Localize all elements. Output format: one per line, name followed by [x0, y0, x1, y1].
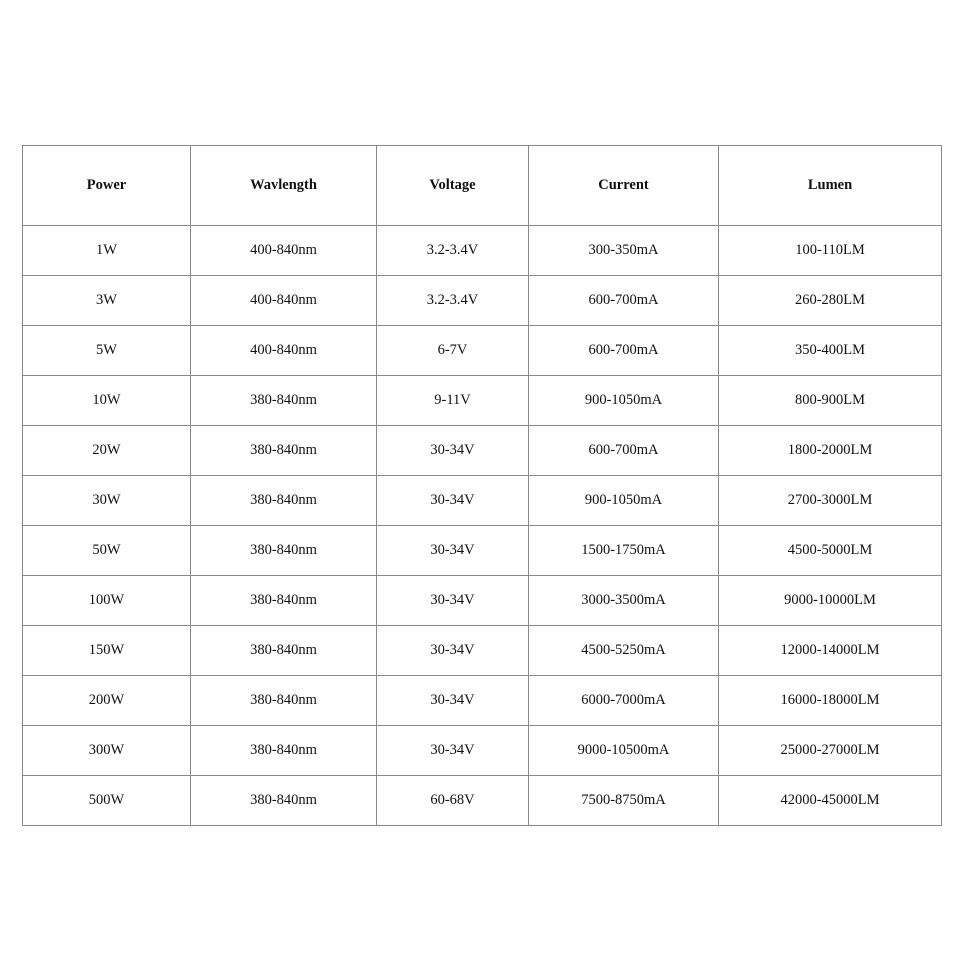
cell-power: 1W	[23, 226, 191, 276]
cell-current: 3000-3500mA	[529, 576, 719, 626]
table-row	[23, 426, 942, 476]
cell-voltage: 30-34V	[377, 626, 529, 676]
cell-lumen: 2700-3000LM	[719, 476, 942, 526]
cell-wavelength: 380-840nm	[191, 726, 377, 776]
cell-wavelength: 380-840nm	[191, 476, 377, 526]
table-row	[23, 576, 942, 626]
cell-voltage: 30-34V	[377, 576, 529, 626]
cell-wavelength: 400-840nm	[191, 226, 377, 276]
cell-lumen: 100-110LM	[719, 226, 942, 276]
cell-current: 900-1050mA	[529, 476, 719, 526]
cell-lumen: 42000-45000LM	[719, 776, 942, 826]
cell-lumen: 9000-10000LM	[719, 576, 942, 626]
cell-current: 600-700mA	[529, 426, 719, 476]
cell-current: 600-700mA	[529, 276, 719, 326]
cell-wavelength: 380-840nm	[191, 426, 377, 476]
cell-lumen: 25000-27000LM	[719, 726, 942, 776]
cell-power: 200W	[23, 676, 191, 726]
cell-lumen: 260-280LM	[719, 276, 942, 326]
table-row	[23, 376, 942, 426]
cell-power: 3W	[23, 276, 191, 326]
cell-voltage: 30-34V	[377, 426, 529, 476]
cell-voltage: 9-11V	[377, 376, 529, 426]
cell-power: 5W	[23, 326, 191, 376]
cell-voltage: 6-7V	[377, 326, 529, 376]
cell-current: 300-350mA	[529, 226, 719, 276]
cell-current: 4500-5250mA	[529, 626, 719, 676]
spec-table	[22, 145, 942, 826]
table-row	[23, 226, 942, 276]
cell-current: 6000-7000mA	[529, 676, 719, 726]
cell-wavelength: 380-840nm	[191, 626, 377, 676]
table-row	[23, 676, 942, 726]
cell-wavelength: 380-840nm	[191, 526, 377, 576]
cell-voltage: 30-34V	[377, 476, 529, 526]
cell-wavelength: 380-840nm	[191, 576, 377, 626]
table-row	[23, 526, 942, 576]
cell-current: 9000-10500mA	[529, 726, 719, 776]
cell-lumen: 12000-14000LM	[719, 626, 942, 676]
cell-current: 600-700mA	[529, 326, 719, 376]
cell-power: 300W	[23, 726, 191, 776]
cell-voltage: 60-68V	[377, 776, 529, 826]
cell-voltage: 30-34V	[377, 526, 529, 576]
header-power: Power	[23, 146, 191, 226]
cell-wavelength: 380-840nm	[191, 376, 377, 426]
cell-lumen: 1800-2000LM	[719, 426, 942, 476]
cell-lumen: 800-900LM	[719, 376, 942, 426]
cell-power: 10W	[23, 376, 191, 426]
cell-voltage: 30-34V	[377, 726, 529, 776]
cell-lumen: 4500-5000LM	[719, 526, 942, 576]
table-row	[23, 726, 942, 776]
header-wavelength: Wavlength	[191, 146, 377, 226]
cell-wavelength: 400-840nm	[191, 276, 377, 326]
cell-voltage: 30-34V	[377, 676, 529, 726]
cell-power: 30W	[23, 476, 191, 526]
cell-lumen: 16000-18000LM	[719, 676, 942, 726]
table-row	[23, 276, 942, 326]
cell-power: 500W	[23, 776, 191, 826]
cell-current: 1500-1750mA	[529, 526, 719, 576]
table-body	[23, 226, 942, 826]
cell-wavelength: 400-840nm	[191, 326, 377, 376]
cell-wavelength: 380-840nm	[191, 676, 377, 726]
table-row	[23, 626, 942, 676]
cell-power: 100W	[23, 576, 191, 626]
table-row	[23, 476, 942, 526]
cell-voltage: 3.2-3.4V	[377, 276, 529, 326]
table-row	[23, 776, 942, 826]
cell-lumen: 350-400LM	[719, 326, 942, 376]
cell-current: 900-1050mA	[529, 376, 719, 426]
table-row	[23, 326, 942, 376]
cell-voltage: 3.2-3.4V	[377, 226, 529, 276]
cell-power: 50W	[23, 526, 191, 576]
header-lumen: Lumen	[719, 146, 942, 226]
header-voltage: Voltage	[377, 146, 529, 226]
cell-power: 150W	[23, 626, 191, 676]
cell-current: 7500-8750mA	[529, 776, 719, 826]
header-current: Current	[529, 146, 719, 226]
cell-power: 20W	[23, 426, 191, 476]
cell-wavelength: 380-840nm	[191, 776, 377, 826]
header-row	[23, 146, 942, 226]
